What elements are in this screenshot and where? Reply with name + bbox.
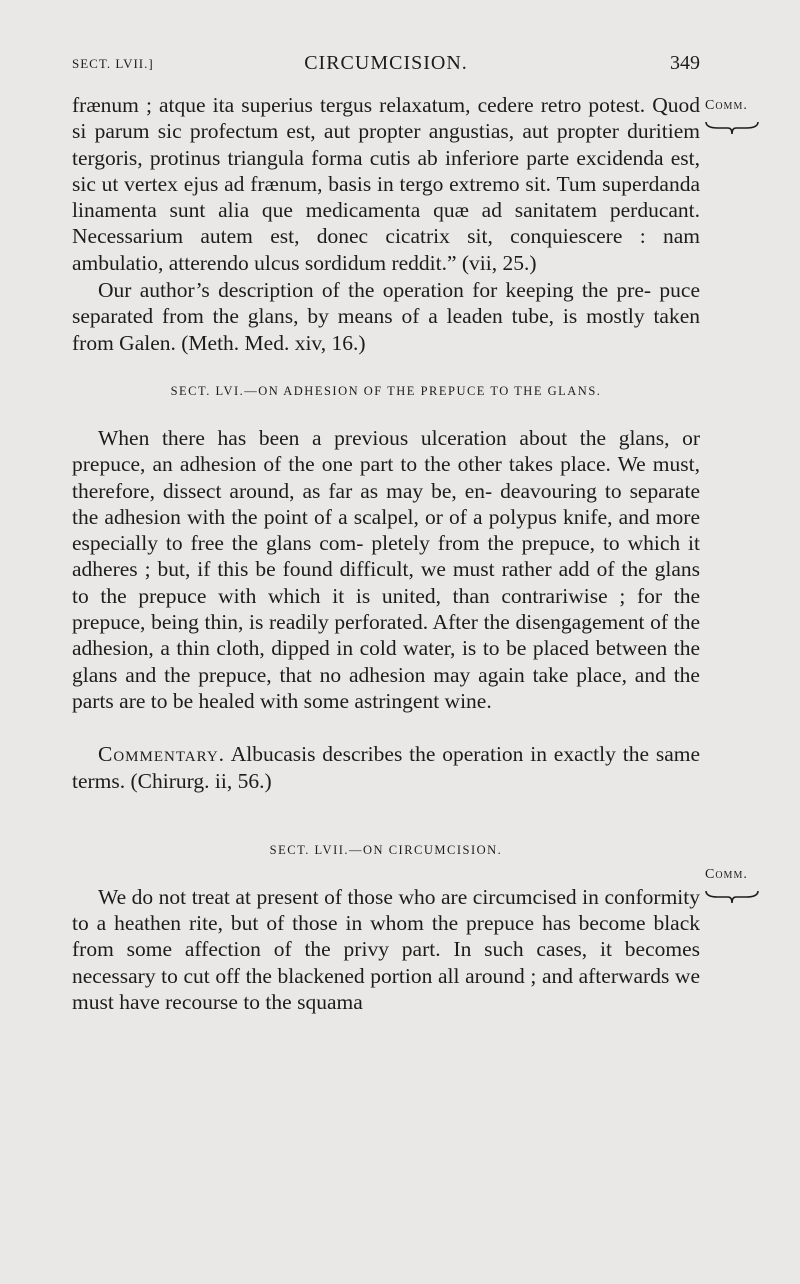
header-section-ref: SECT. LVII.] <box>72 56 154 71</box>
commentary-label: Commentary. <box>98 742 226 767</box>
text-line: or of a polypus knife, and more especially to free the glans com- <box>72 504 700 556</box>
text-line: potest. Quod si parum sic profectum est, aut propter angustias, <box>72 93 701 144</box>
margin-brace-middle <box>704 889 760 905</box>
text-line: or prepuce, an adhesion of the one part to the other takes place. <box>72 425 700 477</box>
text-line: aut propter duritiem tergoris, protinus triangula forma cutis ab <box>72 119 700 170</box>
text-line: atterendo ulcus sordidum reddit.” (vii, 25.) <box>168 250 537 275</box>
text-line: between the glans and the prepuce, that no adhesion may again <box>72 636 700 687</box>
text-line: such cases, it becomes necessary to cut off the blackened portion <box>72 937 701 988</box>
text-line: Our author’s description of the operation for keeping the pre- <box>98 278 652 303</box>
text-line: When there has been a previous ulceration about the glans, <box>98 425 670 450</box>
section-56-heading: SECT. LVI.—ON ADHESION OF THE PREPUCE TO THE GLANS. <box>170 383 602 398</box>
text-line: que medicamenta quæ ad sanitatem perducant. Necessarium <box>72 198 700 249</box>
text-line: We do not treat at present of those who are circumcised in <box>98 884 599 909</box>
text-line: mostly taken from Galen. (Meth. Med. xiv, 16.) <box>72 304 701 355</box>
text-line: frænum ; atque ita superius tergus relaxatum, cedere retro <box>72 93 582 117</box>
text-line: found difficult, we must rather add of the glans to the prepuce <box>72 557 701 608</box>
text-line: in tergo extremo sit. Tum superdanda linamenta sunt alia <box>72 171 701 223</box>
text-line: take place, and the parts are to be healed with some astringent <box>72 662 700 713</box>
text-line: being thin, is readily perforated. After the disengagement of <box>151 610 669 635</box>
page-body <box>72 92 700 1015</box>
text-line: the adhesion, a thin cloth, dipped in cold water, is to be placed <box>72 610 701 661</box>
text-line: pletely from the prepuce, to which it adheres ; but, if this be <box>72 531 700 582</box>
text-line: all around ; and afterwards we must have recourse to the squama <box>72 963 700 1015</box>
text-line: the same terms. (Chirurg. ii, 56.) <box>72 742 701 793</box>
text-line: puce separated from the glans, by means of a leaden tube, is <box>72 278 700 329</box>
running-header <box>72 52 700 78</box>
margin-note-comm-middle: Comm. <box>705 867 748 882</box>
margin-note-comm-top: Comm. <box>705 98 748 113</box>
text-line: wine. <box>444 688 492 713</box>
text-line: We must, therefore, dissect around, as far as may be, en- <box>72 452 700 503</box>
page-number: 349 <box>670 52 700 74</box>
text-line: inferiore parte excidenda est, sic ut vertex ejus ad frænum, basis <box>72 145 700 196</box>
section-57-heading: SECT. LVII.—ON CIRCUMCISION. <box>269 842 503 857</box>
section-56-paragraph <box>72 425 700 714</box>
continuation-paragraph <box>72 92 700 276</box>
text-line: with which it is united, than contrariwise ; for the prepuce, <box>72 583 700 635</box>
text-line: has become black from some affection of the privy part. In <box>72 911 701 962</box>
margin-brace-top <box>704 120 760 136</box>
section-57-paragraph <box>72 884 700 1015</box>
text-line: deavouring to separate the adhesion with the point of a scalpel, <box>72 478 700 529</box>
text-line: autem est, donec cicatrix sit, conquiescere : nam ambulatio, <box>72 224 700 275</box>
commentary-paragraph <box>72 741 700 794</box>
text-line: Albucasis describes the operation in exactly <box>230 742 616 767</box>
note-paragraph <box>72 277 700 356</box>
header-title: CIRCUMCISION. <box>304 52 468 74</box>
text-line: conformity to a heathen rite, but of those in whom the prepuce <box>72 884 701 936</box>
